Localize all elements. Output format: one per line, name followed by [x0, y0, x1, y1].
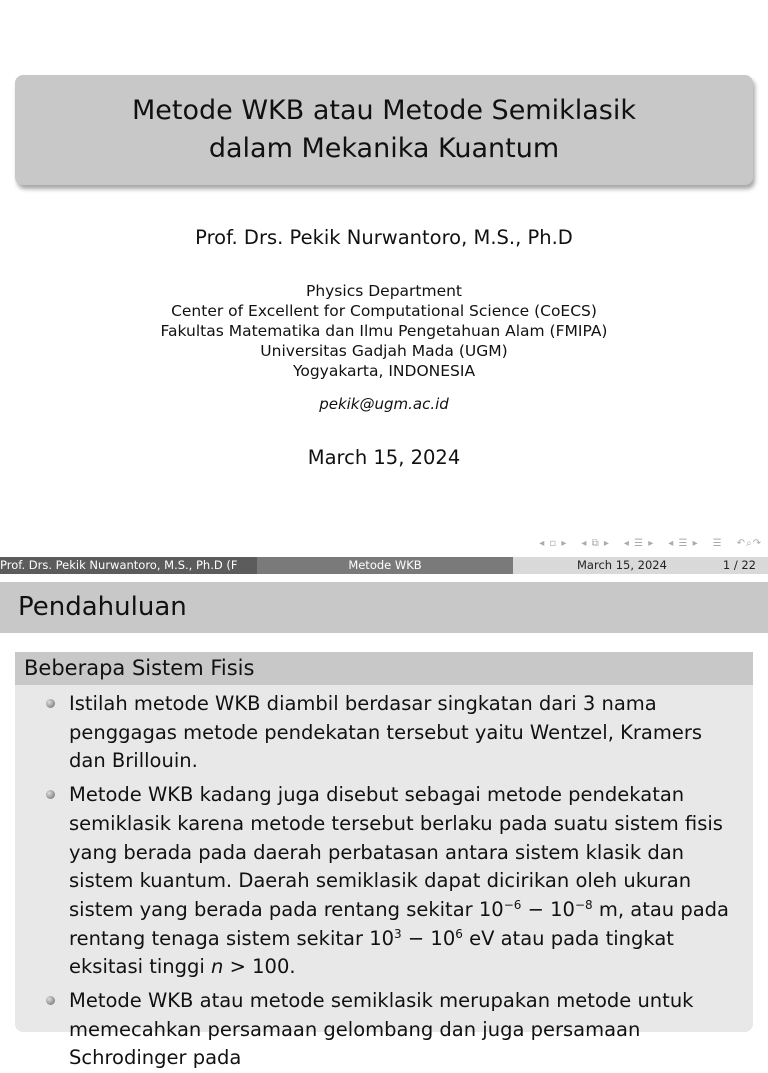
- nav-toc-icon[interactable]: ☰: [712, 538, 723, 549]
- list-item: [15, 690, 753, 776]
- institution-line: Fakultas Matematika dan Ilmu Pengetahuan Alam (FMIPA): [160, 322, 608, 340]
- nav-section-icon[interactable]: ◂ ☰ ▸: [623, 538, 655, 549]
- institution-line: Physics Department: [305, 282, 463, 300]
- nav-outline-icon[interactable]: ◂ ☰ ▸: [668, 538, 699, 549]
- nav-search-icon[interactable]: ↶⌕↷: [736, 538, 762, 549]
- bullet-text: [69, 783, 729, 978]
- presentation-date: March 15, 2024: [307, 446, 461, 469]
- block-title: Beberapa Sistem Fisis: [15, 652, 753, 685]
- nav-subsection-icon[interactable]: ◂ ⧉ ▸: [581, 538, 610, 549]
- footer-author: Prof. Drs. Pekik Nurwantoro, M.S., Ph.D (F: [0, 557, 257, 574]
- exponent: −6: [503, 897, 522, 912]
- bullet-icon: [46, 996, 55, 1005]
- bullet-list: [15, 690, 753, 1073]
- bullet-icon: [46, 790, 55, 799]
- exponent: 3: [394, 926, 402, 941]
- list-item: [15, 987, 753, 1073]
- content-slide: [0, 574, 768, 1070]
- author-name: Prof. Drs. Pekik Nurwantoro, M.S., Ph.D: [195, 226, 573, 249]
- footer-short-title: Metode WKB: [257, 557, 513, 574]
- frame-title: Pendahuluan: [0, 582, 768, 633]
- content-block: [15, 652, 753, 1070]
- footer-page-number: 1 / 22: [722, 558, 756, 572]
- bullet-text-part: − 10: [521, 897, 575, 921]
- institution-block: [0, 281, 768, 381]
- bullet-text: Istilah metode WKB diambil berdasar singkatan dari 3 nama penggagas metode pendekatan tersebut yaitu Wentzel, Kramers dan Brillouin.: [69, 692, 703, 773]
- author-email: pekik@ugm.ac.id: [319, 395, 449, 413]
- bullet-icon: [46, 699, 55, 708]
- bullet-text-part: − 10: [401, 926, 456, 950]
- institution-line: Center of Excellent for Computational Science (CoECS): [171, 302, 597, 320]
- exponent: 6: [455, 926, 463, 941]
- presentation-title-line2: dalam Mekanika Kuantum: [208, 133, 560, 164]
- title-box: [15, 75, 753, 185]
- footer-date: March 15, 2024: [577, 558, 667, 572]
- bullet-text-part: > 100.: [223, 955, 296, 979]
- footer-right: [513, 557, 768, 574]
- math-variable: n: [211, 955, 224, 979]
- beamer-navigation-bar: [539, 538, 762, 549]
- bullet-text-part: m, atau pada rentang tenaga sistem sekitar 10: [69, 897, 730, 950]
- exponent: −8: [574, 897, 593, 912]
- presentation-title-line1: Metode WKB atau Metode Semiklasik: [131, 95, 636, 126]
- bullet-text-part: Metode WKB kadang juga disebut sebagai metode pendekatan semiklasik karena metode tersebut berlaku pada suatu sistem fisis yang berada pada daerah perbatasan antara sistem klasik dan sistem kuantum. Daerah semiklasik dapat dicirikan oleh ukuran sistem yang berada pada rentang sekitar 10: [69, 783, 723, 921]
- institution-line: Yogyakarta, INDONESIA: [292, 362, 476, 380]
- bullet-text-part: eV atau pada tingkat eksitasi tinggi: [69, 926, 674, 979]
- bullet-text: Metode WKB atau metode semiklasik merupakan metode untuk memecahkan persamaan gelombang dan juga persamaan Schrodinger pada: [69, 989, 694, 1070]
- slide-footer: [0, 557, 768, 574]
- nav-frame-icon[interactable]: ◂ ▫ ▸: [539, 538, 568, 549]
- institution-line: Universitas Gadjah Mada (UGM): [260, 342, 508, 360]
- list-item: [15, 781, 753, 982]
